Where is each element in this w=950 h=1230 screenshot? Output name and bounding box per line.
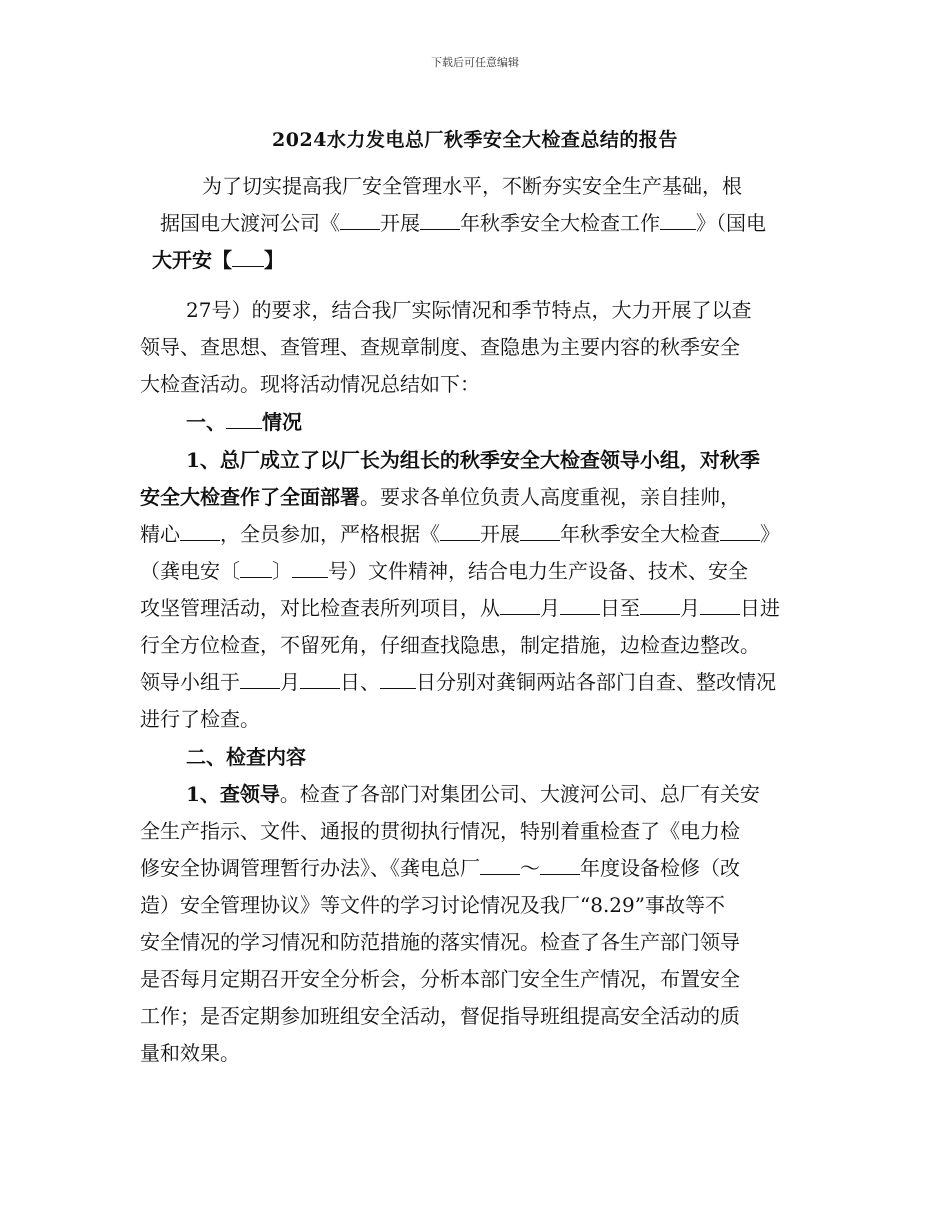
fill-blank xyxy=(292,557,328,578)
text: 。要求各单位负责人高度重视，亲自挂帅， xyxy=(360,485,740,509)
s2-line-7 xyxy=(140,1002,740,1030)
fill-blank xyxy=(500,594,540,615)
text: ～ xyxy=(520,856,540,880)
text: 年秋季安全大检查 xyxy=(560,522,720,546)
intro-line-6 xyxy=(140,370,480,398)
text: 】 xyxy=(264,248,284,272)
text: 日、 xyxy=(340,670,380,694)
text: ，全员参加，严格根据《 xyxy=(220,522,440,546)
intro-line-5 xyxy=(140,333,740,361)
fill-blank xyxy=(700,594,740,615)
s2-line-3 xyxy=(140,854,740,882)
fill-blank xyxy=(380,668,416,689)
text: （龚电安〔 xyxy=(140,559,240,583)
s1-line-1 xyxy=(186,446,760,474)
text: 领导、查思想、查管理、查规章制度、查隐患为主要内容的秋季安全 xyxy=(140,335,740,359)
fill-blank xyxy=(640,594,680,615)
header-note: 下载后可任意编辑 xyxy=(431,56,519,69)
text: 月 xyxy=(280,670,300,694)
text: 。检查了各部门对集团公司、大渡河公司、总厂有关安 xyxy=(279,782,760,806)
text: 安全大检查作了全面部署 xyxy=(140,485,360,509)
text: 为了切实提高我厂安全管理水平，不断夯实安全生产基础，根 xyxy=(202,174,742,198)
s2-line-5 xyxy=(140,928,740,956)
s1-line-8 xyxy=(140,705,260,733)
text: 全生产指示、文件、通报的贯彻执行情况，特别着重检查了《电力检 xyxy=(140,819,740,843)
fill-blank xyxy=(180,520,220,541)
text: 工作；是否定期参加班组安全活动，督促指导班组提高安全活动的质 xyxy=(140,1004,740,1028)
text: 日至 xyxy=(600,596,640,620)
text: 是否每月定期召开安全分析会，分析本部门安全生产情况，布置安全 xyxy=(140,967,740,991)
fill-blank xyxy=(560,594,600,615)
fill-blank xyxy=(232,246,264,267)
s2-line-4 xyxy=(140,891,725,919)
text: 大检查活动。现将活动情况总结如下： xyxy=(140,372,480,396)
text: 日进 xyxy=(740,596,780,620)
intro-line-4 xyxy=(186,296,751,324)
text: 开展 xyxy=(380,211,420,235)
text: 量和效果。 xyxy=(140,1041,240,1065)
intro-line-1 xyxy=(202,172,742,200)
fill-blank xyxy=(420,209,460,230)
text: 造）安全管理协议》等文件的学习讨论情况及我厂“8.29”事故等不 xyxy=(140,893,725,917)
text: 月 xyxy=(540,596,560,620)
text: 攻坚管理活动，对比检查表所列项目，从 xyxy=(140,596,500,620)
fill-blank xyxy=(480,854,520,875)
s1-line-7 xyxy=(140,668,776,696)
text: 一、 xyxy=(186,410,226,434)
s1-line-2 xyxy=(140,483,740,511)
fill-blank xyxy=(540,854,580,875)
text: 》 xyxy=(760,522,780,546)
intro-line-2 xyxy=(160,209,766,237)
text: 1、查领导 xyxy=(186,782,280,806)
text: 情况 xyxy=(262,410,302,434)
fill-blank xyxy=(240,668,280,689)
fill-blank xyxy=(226,408,262,429)
fill-blank xyxy=(520,520,560,541)
text: 开展 xyxy=(480,522,520,546)
fill-blank xyxy=(720,520,760,541)
fill-blank xyxy=(300,668,340,689)
text: 〕 xyxy=(272,559,292,583)
text: 号）文件精神，结合电力生产设备、技术、安全 xyxy=(328,559,748,583)
text: 月 xyxy=(680,596,700,620)
text: 领导小组于 xyxy=(140,670,240,694)
text: 》（国电 xyxy=(696,211,766,235)
document-title: 2024水力发电总厂秋季安全大检查总结的报告 xyxy=(272,129,678,151)
s1-line-6 xyxy=(140,631,760,659)
text: 精心 xyxy=(140,522,180,546)
text: 年度设备检修（改 xyxy=(580,856,740,880)
s1-line-3 xyxy=(140,520,780,548)
text: 日分别对龚铜两站各部门自查、整改情况 xyxy=(416,670,776,694)
section-2-heading: 二、检查内容 xyxy=(186,745,306,769)
s1-line-4 xyxy=(140,557,748,585)
text: 进行了检查。 xyxy=(140,707,260,731)
section-1-heading xyxy=(186,408,302,436)
s2-line-2 xyxy=(140,817,740,845)
fill-blank xyxy=(240,557,272,578)
text: 行全方位检查，不留死角，仔细查找隐患，制定措施，边检查边整改。 xyxy=(140,633,760,657)
text: 安全情况的学习情况和防范措施的落实情况。检查了各生产部门领导 xyxy=(140,930,740,954)
intro-line-3 xyxy=(152,246,284,274)
fill-blank xyxy=(340,209,380,230)
fill-blank xyxy=(440,520,480,541)
s2-line-1 xyxy=(186,780,760,808)
text: 年秋季安全大检查工作 xyxy=(460,211,660,235)
text: 修安全协调管理暂行办法》、《龚电总厂 xyxy=(140,856,480,880)
s2-line-6 xyxy=(140,965,740,993)
text: 大开安【 xyxy=(152,248,232,272)
fill-blank xyxy=(660,209,696,230)
s2-line-8 xyxy=(140,1039,240,1067)
text: 1、总厂成立了以厂长为组长的秋季安全大检查领导小组，对秋季 xyxy=(186,448,760,472)
s1-line-5 xyxy=(140,594,780,622)
text: 27号）的要求，结合我厂实际情况和季节特点，大力开展了以查 xyxy=(186,298,752,322)
text: 据国电大渡河公司《 xyxy=(160,211,340,235)
